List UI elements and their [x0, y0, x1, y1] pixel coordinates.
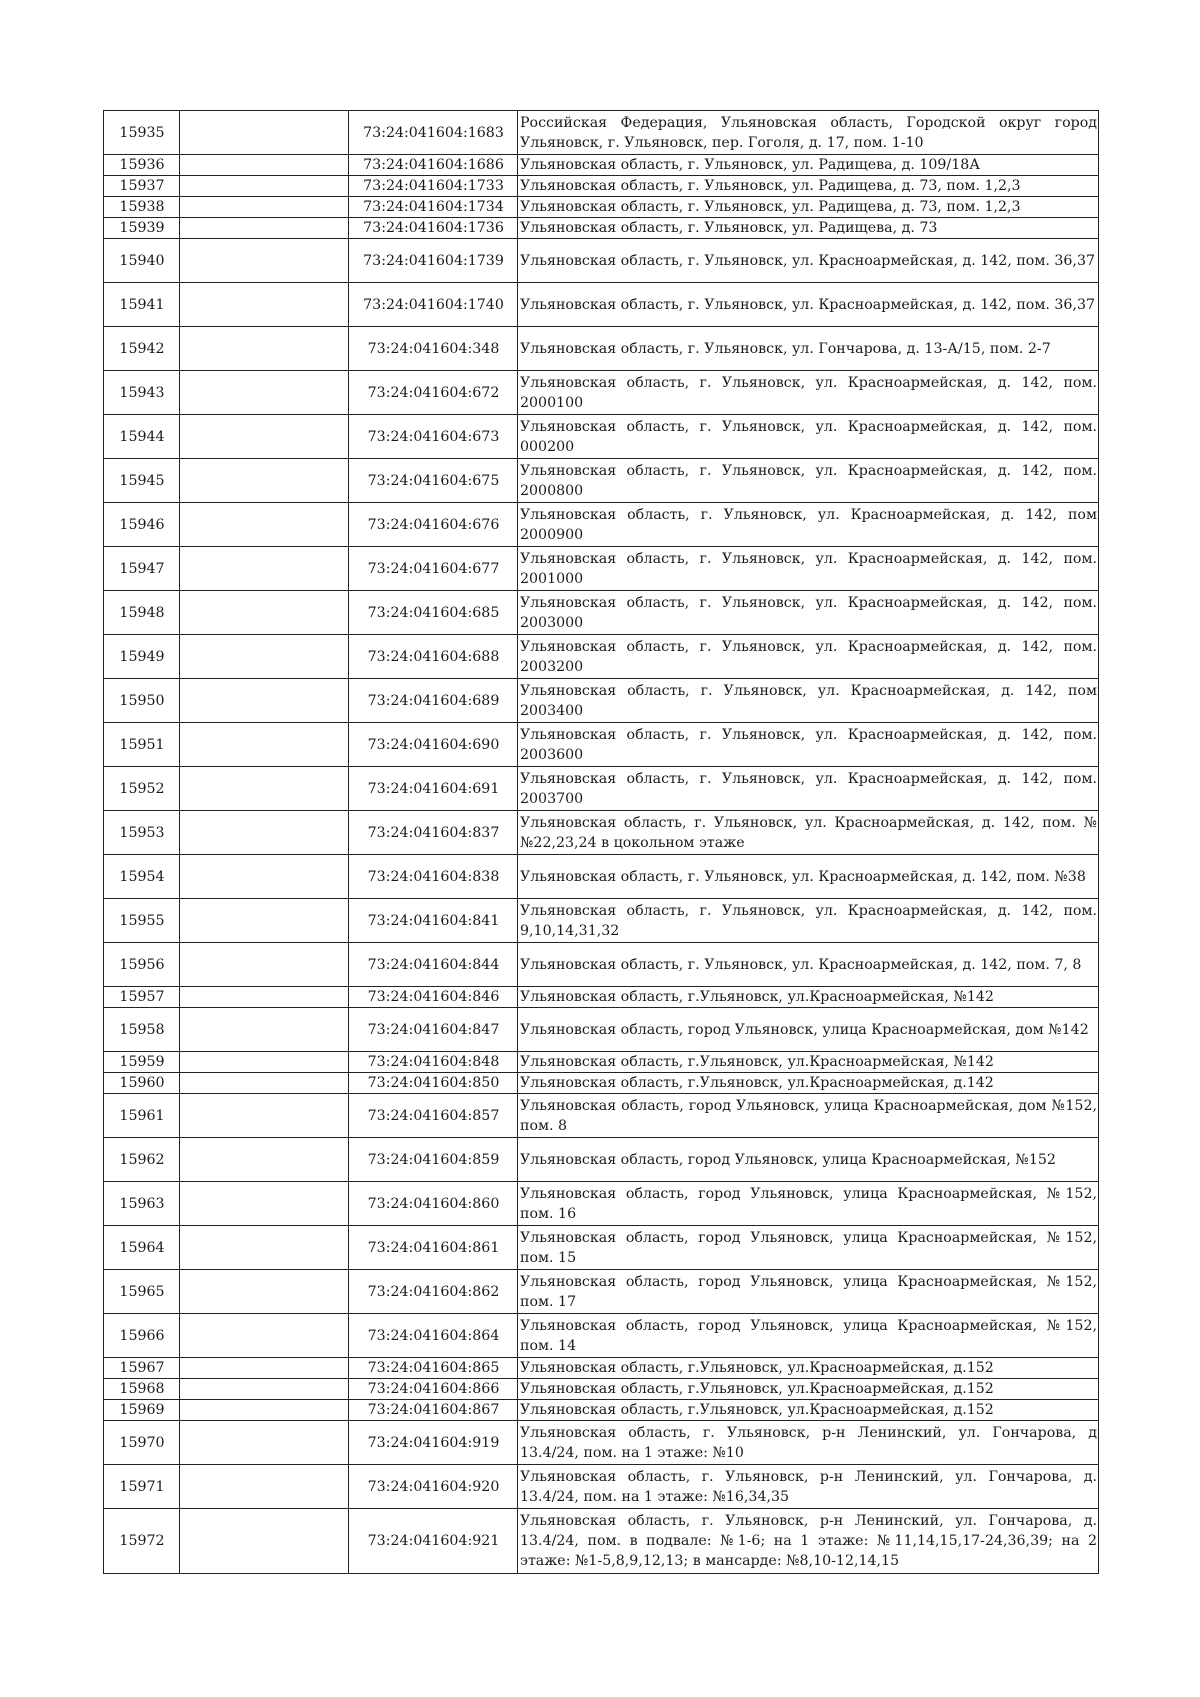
table-row — [104, 1421, 1099, 1465]
table-row — [104, 197, 1099, 218]
cadastral-number-cell: 73:24:041604:865 — [349, 1358, 518, 1379]
address-cell: Ульяновская область, город Ульяновск, улица Красноармейская, №152 — [518, 1138, 1099, 1182]
table-row — [104, 1314, 1099, 1358]
address-cell: Ульяновская область, г.Ульяновск, ул.Красноармейская, №142 — [518, 1052, 1099, 1073]
empty-cell — [180, 1314, 349, 1358]
address-cell: Ульяновская область, г. Ульяновск, ул. Красноармейская, д. 142, пом. 2001000 — [518, 547, 1099, 591]
row-number-cell: 15952 — [104, 767, 180, 811]
cadastral-number-cell: 73:24:041604:685 — [349, 591, 518, 635]
table-row — [104, 415, 1099, 459]
address-cell: Ульяновская область, город Ульяновск, улица Красноармейская, дом №152, пом. 8 — [518, 1094, 1099, 1138]
address-cell: Ульяновская область, г. Ульяновск, р-н Ленинский, ул. Гончарова, д 13.4/24, пом. на 1 этаже: №10 — [518, 1421, 1099, 1465]
row-number-cell: 15944 — [104, 415, 180, 459]
cadastral-number-cell: 73:24:041604:862 — [349, 1270, 518, 1314]
address-cell: Ульяновская область, г. Ульяновск, ул. Радищева, д. 109/18А — [518, 155, 1099, 176]
empty-cell — [180, 591, 349, 635]
cadastral-number-cell: 73:24:041604:1739 — [349, 239, 518, 283]
empty-cell — [180, 1226, 349, 1270]
address-cell: Российская Федерация, Ульяновская область, Городской округ город Ульяновск, г. Ульяновск, пер. Гоголя, д. 17, пом. 1-10 — [518, 111, 1099, 155]
empty-cell — [180, 1358, 349, 1379]
row-number-cell: 15959 — [104, 1052, 180, 1073]
empty-cell — [180, 176, 349, 197]
address-cell: Ульяновская область, г. Ульяновск, ул. Красноармейская, д. 142, пом. 000200 — [518, 415, 1099, 459]
table-row — [104, 987, 1099, 1008]
empty-cell — [180, 1008, 349, 1052]
row-number-cell: 15958 — [104, 1008, 180, 1052]
cadastral-number-cell: 73:24:041604:864 — [349, 1314, 518, 1358]
table-row — [104, 111, 1099, 155]
cadastral-number-cell: 73:24:041604:846 — [349, 987, 518, 1008]
table-row — [104, 1182, 1099, 1226]
empty-cell — [180, 987, 349, 1008]
cadastral-number-cell: 73:24:041604:689 — [349, 679, 518, 723]
row-number-cell: 15945 — [104, 459, 180, 503]
table-row — [104, 371, 1099, 415]
empty-cell — [180, 1052, 349, 1073]
cadastral-number-cell: 73:24:041604:919 — [349, 1421, 518, 1465]
property-table — [103, 110, 1099, 1574]
empty-cell — [180, 1509, 349, 1574]
row-number-cell: 15960 — [104, 1073, 180, 1094]
table-row — [104, 1094, 1099, 1138]
address-cell: Ульяновская область, г. Ульяновск, ул. Красноармейская, д. 142, пом. 7, 8 — [518, 943, 1099, 987]
table-row — [104, 547, 1099, 591]
address-cell: Ульяновская область, город Ульяновск, улица Красноармейская, №152, пом. 15 — [518, 1226, 1099, 1270]
row-number-cell: 15967 — [104, 1358, 180, 1379]
cadastral-number-cell: 73:24:041604:847 — [349, 1008, 518, 1052]
row-number-cell: 15970 — [104, 1421, 180, 1465]
row-number-cell: 15962 — [104, 1138, 180, 1182]
cadastral-number-cell: 73:24:041604:672 — [349, 371, 518, 415]
table-row — [104, 767, 1099, 811]
address-cell: Ульяновская область, г. Ульяновск, ул. Красноармейская, д. 142, пом. 36,37 — [518, 283, 1099, 327]
table-row — [104, 855, 1099, 899]
table-row — [104, 1052, 1099, 1073]
empty-cell — [180, 415, 349, 459]
cadastral-number-cell: 73:24:041604:920 — [349, 1465, 518, 1509]
address-cell: Ульяновская область, г. Ульяновск, ул. Красноармейская, д. 142, пом. 2003700 — [518, 767, 1099, 811]
empty-cell — [180, 811, 349, 855]
cadastral-number-cell: 73:24:041604:860 — [349, 1182, 518, 1226]
table-row — [104, 635, 1099, 679]
cadastral-number-cell: 73:24:041604:859 — [349, 1138, 518, 1182]
table-body — [104, 111, 1099, 1574]
cadastral-number-cell: 73:24:041604:861 — [349, 1226, 518, 1270]
row-number-cell: 15950 — [104, 679, 180, 723]
row-number-cell: 15940 — [104, 239, 180, 283]
empty-cell — [180, 503, 349, 547]
table-row — [104, 1226, 1099, 1270]
table-row — [104, 155, 1099, 176]
cadastral-number-cell: 73:24:041604:857 — [349, 1094, 518, 1138]
address-cell: Ульяновская область, г.Ульяновск, ул.Красноармейская, д.142 — [518, 1073, 1099, 1094]
cadastral-number-cell: 73:24:041604:688 — [349, 635, 518, 679]
empty-cell — [180, 218, 349, 239]
table-row — [104, 811, 1099, 855]
row-number-cell: 15965 — [104, 1270, 180, 1314]
empty-cell — [180, 1094, 349, 1138]
empty-cell — [180, 1421, 349, 1465]
cadastral-number-cell: 73:24:041604:1734 — [349, 197, 518, 218]
cadastral-number-cell: 73:24:041604:1733 — [349, 176, 518, 197]
address-cell: Ульяновская область, город Ульяновск, улица Красноармейская, №152, пом. 14 — [518, 1314, 1099, 1358]
row-number-cell: 15963 — [104, 1182, 180, 1226]
empty-cell — [180, 111, 349, 155]
table-row — [104, 1008, 1099, 1052]
table-row — [104, 503, 1099, 547]
address-cell: Ульяновская область, г. Ульяновск, ул. Красноармейская, д. 142, пом. 2003200 — [518, 635, 1099, 679]
empty-cell — [180, 723, 349, 767]
empty-cell — [180, 855, 349, 899]
empty-cell — [180, 239, 349, 283]
empty-cell — [180, 1270, 349, 1314]
address-cell: Ульяновская область, г. Ульяновск, ул. Красноармейская, д. 142, пом. 2003000 — [518, 591, 1099, 635]
address-cell: Ульяновская область, г. Ульяновск, ул. Красноармейская, д. 142, пом. 9,10,14,31,32 — [518, 899, 1099, 943]
table-row — [104, 943, 1099, 987]
empty-cell — [180, 327, 349, 371]
row-number-cell: 15948 — [104, 591, 180, 635]
cadastral-number-cell: 73:24:041604:348 — [349, 327, 518, 371]
row-number-cell: 15937 — [104, 176, 180, 197]
address-cell: Ульяновская область, г. Ульяновск, ул. Красноармейская, д. 142, пом. 2003600 — [518, 723, 1099, 767]
empty-cell — [180, 1073, 349, 1094]
table-row — [104, 459, 1099, 503]
table-row — [104, 1379, 1099, 1400]
cadastral-number-cell: 73:24:041604:690 — [349, 723, 518, 767]
table-row — [104, 176, 1099, 197]
address-cell: Ульяновская область, г. Ульяновск, р-н Ленинский, ул. Гончарова, д. 13.4/24, пом. на 1 этаже: №16,34,35 — [518, 1465, 1099, 1509]
address-cell: Ульяновская область, г. Ульяновск, ул. Радищева, д. 73, пом. 1,2,3 — [518, 197, 1099, 218]
row-number-cell: 15939 — [104, 218, 180, 239]
table-row — [104, 239, 1099, 283]
address-cell: Ульяновская область, г.Ульяновск, ул.Красноармейская, д.152 — [518, 1379, 1099, 1400]
address-cell: Ульяновская область, город Ульяновск, улица Красноармейская, №152, пом. 17 — [518, 1270, 1099, 1314]
table-row — [104, 283, 1099, 327]
empty-cell — [180, 1138, 349, 1182]
address-cell: Ульяновская область, г.Ульяновск, ул.Красноармейская, д.152 — [518, 1358, 1099, 1379]
empty-cell — [180, 899, 349, 943]
row-number-cell: 15953 — [104, 811, 180, 855]
row-number-cell: 15971 — [104, 1465, 180, 1509]
table-row — [104, 1400, 1099, 1421]
empty-cell — [180, 1465, 349, 1509]
row-number-cell: 15955 — [104, 899, 180, 943]
table-row — [104, 218, 1099, 239]
address-cell: Ульяновская область, г. Ульяновск, ул. Радищева, д. 73, пом. 1,2,3 — [518, 176, 1099, 197]
empty-cell — [180, 459, 349, 503]
cadastral-number-cell: 73:24:041604:848 — [349, 1052, 518, 1073]
cadastral-number-cell: 73:24:041604:866 — [349, 1379, 518, 1400]
table-row — [104, 1509, 1099, 1574]
row-number-cell: 15961 — [104, 1094, 180, 1138]
address-cell: Ульяновская область, г. Ульяновск, ул. Красноармейская, д. 142, пом 2003400 — [518, 679, 1099, 723]
row-number-cell: 15935 — [104, 111, 180, 155]
cadastral-number-cell: 73:24:041604:677 — [349, 547, 518, 591]
address-cell: Ульяновская область, город Ульяновск, улица Красноармейская, дом №142 — [518, 1008, 1099, 1052]
table-row — [104, 1138, 1099, 1182]
cadastral-number-cell: 73:24:041604:841 — [349, 899, 518, 943]
empty-cell — [180, 1182, 349, 1226]
cadastral-number-cell: 73:24:041604:844 — [349, 943, 518, 987]
row-number-cell: 15942 — [104, 327, 180, 371]
cadastral-number-cell: 73:24:041604:838 — [349, 855, 518, 899]
table-row — [104, 1270, 1099, 1314]
address-cell: Ульяновская область, г. Ульяновск, ул. Красноармейская, д. 142, пом. №38 — [518, 855, 1099, 899]
cadastral-number-cell: 73:24:041604:1686 — [349, 155, 518, 176]
empty-cell — [180, 679, 349, 723]
row-number-cell: 15957 — [104, 987, 180, 1008]
cadastral-number-cell: 73:24:041604:691 — [349, 767, 518, 811]
table-row — [104, 1073, 1099, 1094]
row-number-cell: 15968 — [104, 1379, 180, 1400]
empty-cell — [180, 155, 349, 176]
address-cell: Ульяновская область, г. Ульяновск, ул. Радищева, д. 73 — [518, 218, 1099, 239]
row-number-cell: 15947 — [104, 547, 180, 591]
empty-cell — [180, 283, 349, 327]
empty-cell — [180, 197, 349, 218]
address-cell: Ульяновская область, г. Ульяновск, ул. Красноармейская, д. 142, пом. 36,37 — [518, 239, 1099, 283]
cadastral-number-cell: 73:24:041604:867 — [349, 1400, 518, 1421]
empty-cell — [180, 943, 349, 987]
row-number-cell: 15946 — [104, 503, 180, 547]
row-number-cell: 15941 — [104, 283, 180, 327]
cadastral-number-cell: 73:24:041604:1736 — [349, 218, 518, 239]
row-number-cell: 15954 — [104, 855, 180, 899]
table-row — [104, 327, 1099, 371]
row-number-cell: 15938 — [104, 197, 180, 218]
row-number-cell: 15956 — [104, 943, 180, 987]
row-number-cell: 15943 — [104, 371, 180, 415]
row-number-cell: 15966 — [104, 1314, 180, 1358]
address-cell: Ульяновская область, г. Ульяновск, ул. Красноармейская, д. 142, пом 2000900 — [518, 503, 1099, 547]
row-number-cell: 15964 — [104, 1226, 180, 1270]
row-number-cell: 15969 — [104, 1400, 180, 1421]
row-number-cell: 15951 — [104, 723, 180, 767]
cadastral-number-cell: 73:24:041604:1683 — [349, 111, 518, 155]
address-cell: Ульяновская область, г.Ульяновск, ул.Красноармейская, №142 — [518, 987, 1099, 1008]
empty-cell — [180, 635, 349, 679]
address-cell: Ульяновская область, г. Ульяновск, ул. Красноармейская, д. 142, пом. 2000100 — [518, 371, 1099, 415]
address-cell: Ульяновская область, г. Ульяновск, ул. Гончарова, д. 13-А/15, пом. 2-7 — [518, 327, 1099, 371]
cadastral-number-cell: 73:24:041604:850 — [349, 1073, 518, 1094]
row-number-cell: 15949 — [104, 635, 180, 679]
cadastral-number-cell: 73:24:041604:1740 — [349, 283, 518, 327]
row-number-cell: 15936 — [104, 155, 180, 176]
address-cell: Ульяновская область, г. Ульяновск, р-н Ленинский, ул. Гончарова, д. 13.4/24, пом. в подвале: №1-6; на 1 этаже: №11,14,15,17-24,36,39; на 2 этаже: №1-5,8,9,12,13; в мансарде: №8,10-12,14,15 — [518, 1509, 1099, 1574]
table-row — [104, 1358, 1099, 1379]
address-cell: Ульяновская область, г.Ульяновск, ул.Красноармейская, д.152 — [518, 1400, 1099, 1421]
empty-cell — [180, 1379, 349, 1400]
table-row — [104, 591, 1099, 635]
row-number-cell: 15972 — [104, 1509, 180, 1574]
empty-cell — [180, 1400, 349, 1421]
address-cell: Ульяновская область, г. Ульяновск, ул. Красноармейская, д. 142, пом. №№22,23,24 в цокольном этаже — [518, 811, 1099, 855]
cadastral-number-cell: 73:24:041604:675 — [349, 459, 518, 503]
cadastral-number-cell: 73:24:041604:676 — [349, 503, 518, 547]
empty-cell — [180, 371, 349, 415]
address-cell: Ульяновская область, г. Ульяновск, ул. Красноармейская, д. 142, пом. 2000800 — [518, 459, 1099, 503]
cadastral-number-cell: 73:24:041604:921 — [349, 1509, 518, 1574]
table-row — [104, 1465, 1099, 1509]
empty-cell — [180, 547, 349, 591]
table-row — [104, 723, 1099, 767]
empty-cell — [180, 767, 349, 811]
table-row — [104, 899, 1099, 943]
address-cell: Ульяновская область, город Ульяновск, улица Красноармейская, №152, пом. 16 — [518, 1182, 1099, 1226]
table-row — [104, 679, 1099, 723]
cadastral-number-cell: 73:24:041604:837 — [349, 811, 518, 855]
cadastral-number-cell: 73:24:041604:673 — [349, 415, 518, 459]
